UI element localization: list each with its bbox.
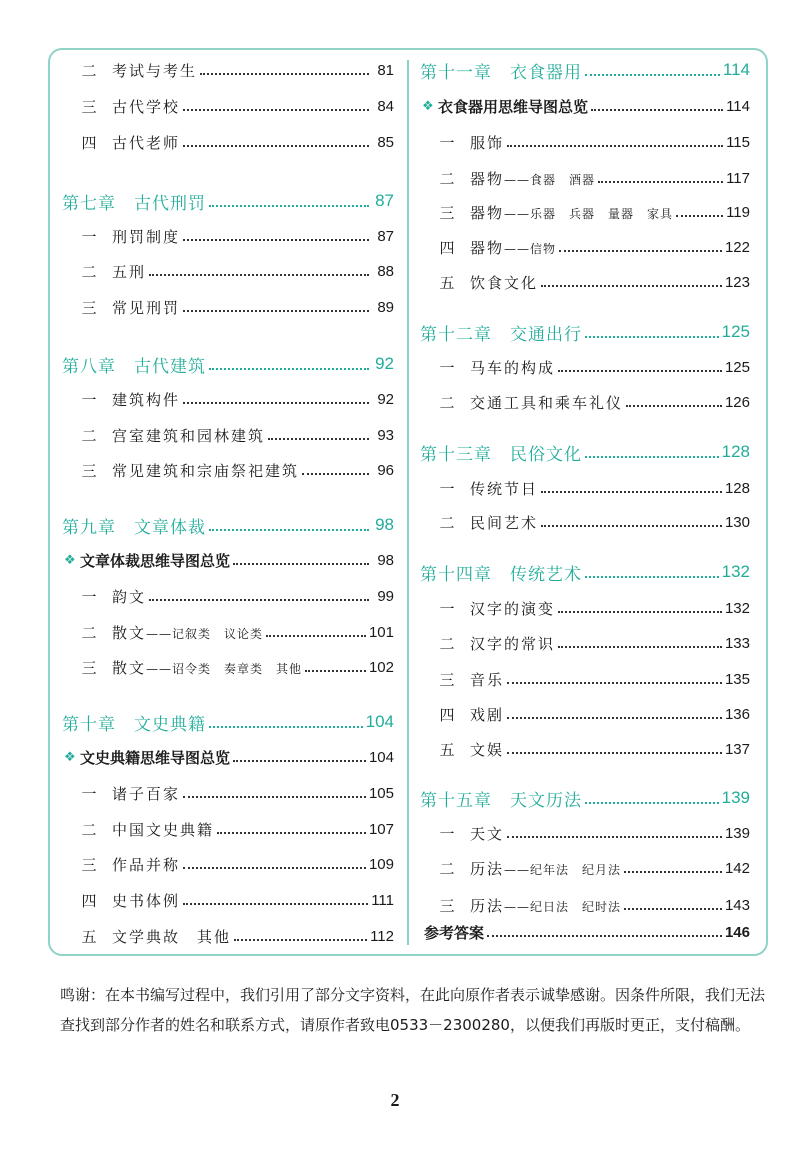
chapter-heading[interactable] [420,785,750,811]
entry-subtitle: ——纪年法 纪月法 [504,862,622,877]
overview-entry[interactable] [62,547,394,573]
entry-title [470,168,595,189]
toc-entry[interactable] [420,269,750,295]
toc-entry[interactable] [62,780,394,806]
toc-entry[interactable] [420,234,750,260]
entry-title-main: 民间艺术 [470,513,539,532]
toc-entry[interactable] [420,354,750,380]
dot-leader [507,836,722,838]
toc-entry[interactable] [62,223,394,249]
dot-leader [585,802,719,804]
page-ref: 104 [365,712,394,731]
entry-title [112,460,299,481]
page-ref: 125 [724,358,750,376]
chapter-heading[interactable] [420,319,750,345]
entry-title [470,704,504,725]
entry-title-main: 散文 [112,658,147,677]
entry-title [112,261,146,282]
entry-title-main: 服饰 [470,133,505,152]
entry-title-main: 文娱 [470,740,505,759]
dot-leader [598,181,723,183]
entry-number: 一 [439,479,455,498]
toc-entry[interactable] [420,129,750,155]
dot-leader [624,871,722,873]
toc-entry[interactable] [420,892,750,918]
page-ref: 143 [724,896,750,914]
page-ref: 99 [377,587,394,605]
entry-title-main: 器物 [470,169,505,188]
entry-title [112,96,180,117]
entry-number: 二 [439,393,455,412]
dot-leader [507,717,722,719]
diamond-bullet-icon: ❖ [64,552,76,568]
dot-leader [183,903,368,905]
page-ref: 128 [721,442,750,461]
dot-leader [183,867,366,869]
toc-entry[interactable] [62,294,394,320]
toc-entry[interactable] [62,258,394,284]
page-ref: 109 [368,855,394,873]
dot-leader [209,529,369,531]
entry-title-main: 考试与考生 [112,61,198,80]
entry-title-main: 刑罚制度 [112,227,181,246]
chapter-heading[interactable] [420,57,750,83]
entry-number: 一 [81,390,97,409]
diamond-bullet-icon: ❖ [422,98,434,114]
page-ref: 136 [724,705,750,723]
entry-number: 一 [81,587,97,606]
entry-number: 四 [81,133,97,152]
entry-title-main: 诸子百家 [112,784,181,803]
entry-title-main: 传统节日 [470,479,539,498]
entry-title [470,357,555,378]
entry-title-main: 历法 [470,896,505,915]
page-ref: 105 [368,784,394,802]
overview-title: 文史典籍思维导图总览 [80,748,231,767]
page-ref: 114 [726,97,750,115]
entry-title [470,392,623,413]
page-ref: 87 [377,227,394,245]
page-ref: 85 [377,133,394,151]
entry-title-main: 中国文史典籍 [112,820,215,839]
entry-number: 三 [81,461,97,480]
entry-title [470,633,555,654]
entry-title-main: 戏剧 [470,705,505,724]
entry-title-main: 文学典故 其他 [112,927,232,946]
entry-number: 二 [439,859,455,878]
page-ref: 114 [722,60,750,79]
entry-title-main: 宫室建筑和园林建筑 [112,426,266,445]
entry-title [112,132,180,153]
entry-title [470,237,556,258]
entry-title-main: 汉字的常识 [470,634,556,653]
entry-title-main: 韵文 [112,587,147,606]
chapter-title: 第十三章 民俗文化 [420,444,582,465]
column-divider [407,60,409,945]
toc-entry[interactable] [62,923,394,949]
entry-title [470,478,538,499]
page-number: 2 [390,1090,400,1110]
entry-number: 三 [81,97,97,116]
diamond-bullet-icon: ❖ [64,749,76,765]
chapter-heading[interactable] [62,709,394,735]
entry-title-main: 马车的构成 [470,358,556,377]
entry-title [470,823,504,844]
dot-leader [585,576,719,578]
toc-entry[interactable] [420,509,750,535]
entry-title-main: 音乐 [470,670,505,689]
toc-entry[interactable] [420,820,750,846]
dot-leader [233,563,369,565]
entry-number: 二 [81,820,97,839]
chapter-heading[interactable] [62,351,394,377]
entry-number: 一 [439,358,455,377]
entry-title-main: 天文 [470,824,505,843]
toc-entry[interactable] [62,93,394,119]
entry-title-main: 常见建筑和宗庙祭祀建筑 [112,461,300,480]
entry-number: 三 [81,658,97,677]
dot-leader [626,405,722,407]
entry-number: 四 [439,705,455,724]
entry-number: 一 [439,599,455,618]
chapter-title: 第十二章 交通出行 [420,324,582,345]
dot-leader [305,670,366,672]
dot-leader [507,682,722,684]
entry-title-main: 交通工具和乘车礼仪 [470,393,624,412]
entry-number: 二 [81,623,97,642]
page-ref: 112 [370,927,394,945]
entry-number: 二 [81,61,97,80]
toc-entry[interactable] [62,887,394,913]
page-ref: 96 [377,461,394,479]
entry-number: 一 [439,133,455,152]
entry-title [470,669,504,690]
entry-number: 一 [81,227,97,246]
dot-leader [233,760,366,762]
entry-title [112,657,302,678]
dot-leader [149,274,369,276]
entry-subtitle: ——纪日法 纪时法 [504,899,622,914]
chapter-title: 第十五章 天文历法 [420,790,582,811]
dot-leader [183,145,369,147]
toc-entry[interactable] [62,583,394,609]
entry-subtitle: ——信物 [504,241,557,256]
toc-entry[interactable] [62,422,394,448]
page-ref: 132 [721,562,750,581]
toc-entry[interactable] [62,619,394,645]
entry-title-main: 器物 [470,203,505,222]
entry-title-main: 历法 [470,859,505,878]
page-ref: 139 [724,824,750,842]
page-ref: 98 [375,515,394,534]
page-ref: 107 [368,820,394,838]
entry-title-main: 饮食文化 [470,273,539,292]
toc-entry[interactable] [420,630,750,656]
page-ref: 119 [726,203,750,221]
page-ref: 88 [377,262,394,280]
page-ref: 146 [724,923,750,941]
page-ref: 142 [724,859,750,877]
toc-entry[interactable] [62,129,394,155]
dot-leader [559,250,722,252]
entry-title [112,890,180,911]
entry-title-main: 汉字的演变 [470,599,556,618]
entry-number: 四 [81,891,97,910]
toc-entry[interactable] [420,701,750,727]
entry-number: 二 [439,634,455,653]
page-ref: 117 [726,169,750,187]
entry-title [112,854,180,875]
entry-title-main: 散文 [112,623,147,642]
page-ref: 128 [724,479,750,497]
dot-leader [585,336,719,338]
entry-number: 一 [439,824,455,843]
toc-entry[interactable] [420,595,750,621]
toc-entry[interactable] [62,386,394,412]
entry-title [470,202,673,223]
dot-leader [624,908,722,910]
dot-leader [183,239,369,241]
answers-title: 参考答案 [424,923,485,942]
toc-entry[interactable] [420,389,750,415]
page-ref: 87 [375,191,394,210]
dot-leader [541,285,722,287]
page-ref: 126 [724,393,750,411]
page-ref: 93 [377,426,394,444]
page-ref: 135 [724,670,750,688]
entry-number: 三 [439,203,455,222]
dot-leader [183,109,369,111]
page-ref: 111 [371,891,394,909]
entry-subtitle: ——记叙类 议论类 [146,626,264,641]
dot-leader [541,491,722,493]
chapter-title: 第十章 文史典籍 [62,714,206,735]
page-ref: 89 [377,298,394,316]
dot-leader [268,438,369,440]
entry-subtitle: ——乐器 兵器 量器 家具 [504,206,674,221]
chapter-heading[interactable] [62,512,394,538]
chapter-title: 第七章 古代刑罚 [62,193,206,214]
toc-entry[interactable] [420,475,750,501]
entry-title-main: 古代学校 [112,97,181,116]
dot-leader [217,832,366,834]
overview-title: 文章体裁思维导图总览 [80,551,231,570]
dot-leader [234,939,367,941]
entry-title [470,858,621,879]
entry-number: 五 [439,740,455,759]
entry-title [112,926,231,947]
entry-title-main: 建筑构件 [112,390,181,409]
entry-title [112,60,197,81]
entry-number: 五 [81,927,97,946]
page-ref: 84 [377,97,394,115]
toc-entry[interactable] [62,816,394,842]
page-ref: 133 [724,634,750,652]
dot-leader [209,368,369,370]
chapter-title: 第十一章 衣食器用 [420,62,582,83]
entry-title [112,297,180,318]
dot-leader [183,402,369,404]
dot-leader [209,205,369,207]
entry-number: 二 [439,169,455,188]
entry-number: 二 [81,426,97,445]
toc-entry[interactable] [420,199,750,225]
toc-entry[interactable] [420,855,750,881]
toc-entry[interactable] [62,57,394,83]
entry-title-main: 器物 [470,238,505,257]
chapter-heading[interactable] [62,188,394,214]
entry-title-main: 古代老师 [112,133,181,152]
entry-title-main: 常见刑罚 [112,298,181,317]
page-ref: 123 [724,273,750,291]
page-ref: 122 [724,238,750,256]
dot-leader [149,599,369,601]
overview-entry[interactable] [62,744,394,770]
overview-title: 衣食器用思维导图总览 [438,97,589,116]
page-ref: 92 [377,390,394,408]
entry-title-main: 史书体例 [112,891,181,910]
dot-leader [487,935,722,937]
dot-leader [507,145,723,147]
dot-leader [541,525,722,527]
dot-leader [183,796,366,798]
page-ref: 115 [726,133,750,151]
dot-leader [183,310,369,312]
dot-leader [558,611,722,613]
entry-subtitle: ——诏令类 奏章类 其他 [146,661,303,676]
page-ref: 130 [724,513,750,531]
entry-number: 三 [439,896,455,915]
entry-title [112,586,146,607]
entry-number: 四 [439,238,455,257]
toc-entry[interactable] [420,736,750,762]
entry-title [470,598,555,619]
dot-leader [266,635,366,637]
overview-entry[interactable] [420,93,750,119]
entry-title [112,819,214,840]
entry-title [112,226,180,247]
entry-number: 五 [439,273,455,292]
page-ref: 139 [721,788,750,807]
dot-leader [209,726,363,728]
dot-leader [585,456,719,458]
entry-title [112,783,180,804]
entry-title [470,512,538,533]
chapter-heading[interactable] [420,439,750,465]
entry-title [470,132,504,153]
dot-leader [676,215,723,217]
chapter-title: 第九章 文章体裁 [62,517,206,538]
dot-leader [200,73,369,75]
entry-title [112,389,180,410]
page-ref: 132 [724,599,750,617]
entry-title [470,739,504,760]
dot-leader [558,646,722,648]
page-ref: 125 [721,322,750,341]
page-ref: 81 [377,61,394,79]
entry-number: 三 [439,670,455,689]
page-ref: 104 [368,748,394,766]
toc-entry[interactable] [420,165,750,191]
entry-number: 二 [81,262,97,281]
entry-number: 二 [439,513,455,532]
toc-entry[interactable] [62,851,394,877]
entry-title-main: 五刑 [112,262,147,281]
entry-title [470,895,621,916]
chapter-title: 第八章 古代建筑 [62,356,206,377]
entry-title [112,425,265,446]
dot-leader [591,109,723,111]
dot-leader [558,370,722,372]
dot-leader [302,473,369,475]
dot-leader [507,752,722,754]
chapter-heading[interactable] [420,559,750,585]
toc-entry[interactable] [420,666,750,692]
page-ref: 98 [377,551,394,569]
entry-number: 三 [81,855,97,874]
entry-number: 三 [81,298,97,317]
entry-title-main: 作品并称 [112,855,181,874]
entry-number: 一 [81,784,97,803]
toc-entry[interactable] [62,654,394,680]
acknowledgement-text: 鸣谢：在本书编写过程中，我们引用了部分文字资料，在此向原作者表示诚挚感谢。因条件所限，我们无法查找到部分作者的姓名和联系方式，请原作者致电0533－2300280，以便我们再版时更正，支付稿酬。 [60,986,766,1034]
entry-title [470,272,538,293]
page-ref: 102 [368,658,394,676]
page-ref: 92 [375,354,394,373]
dot-leader [585,74,720,76]
chapter-title: 第十四章 传统艺术 [420,564,582,585]
toc-entry[interactable] [62,457,394,483]
entry-subtitle: ——食器 酒器 [504,172,596,187]
page-ref: 101 [368,623,394,641]
answers-entry[interactable] [420,919,750,945]
page-ref: 137 [724,740,750,758]
entry-title [112,622,263,643]
